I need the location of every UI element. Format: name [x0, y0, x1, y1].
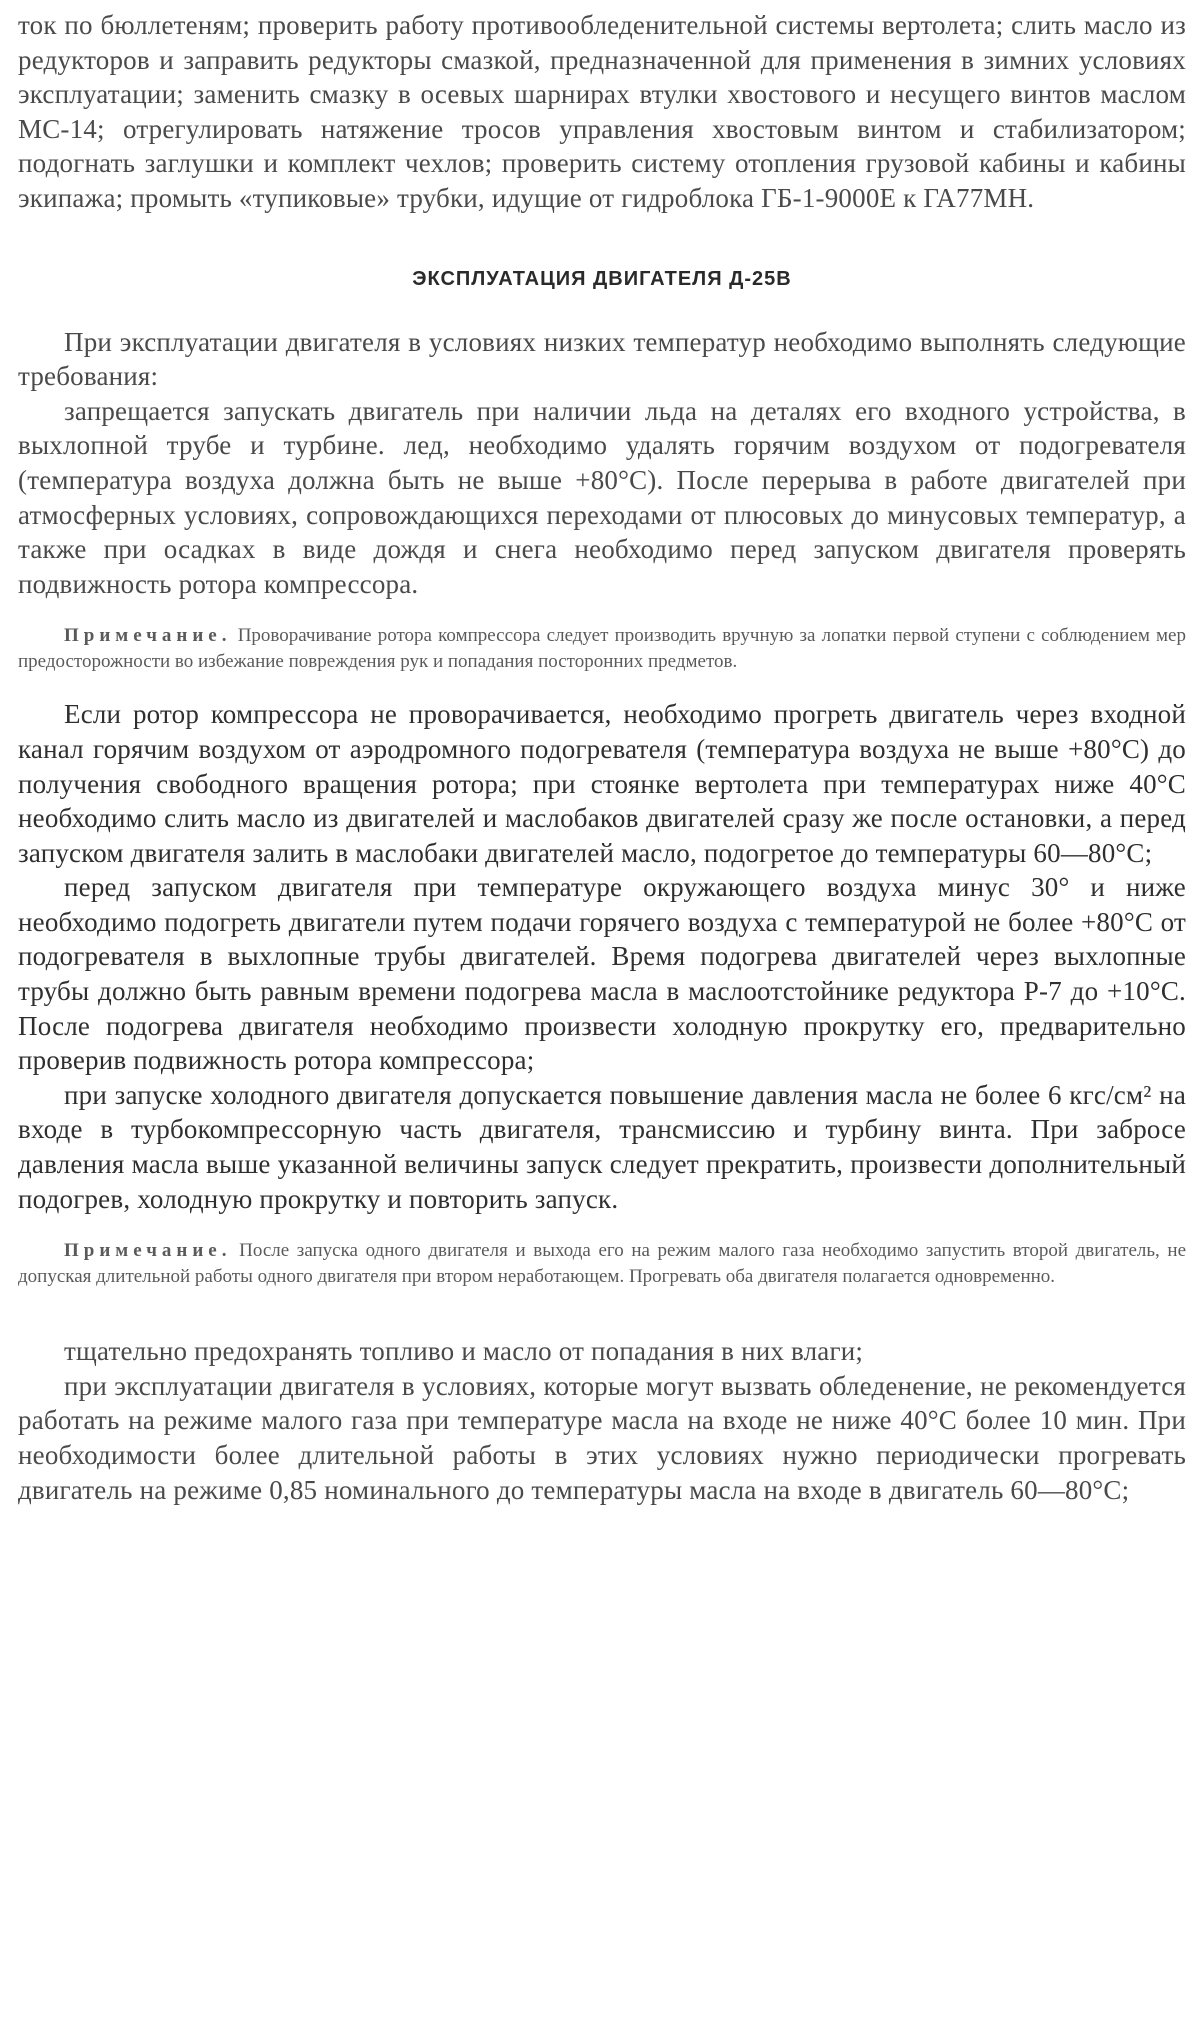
- spacer: [18, 675, 1186, 697]
- oil-pressure-paragraph: при запуске холодного двигателя допускается повышение давления масла не более 6 кгс/см² на входе в турбокомпрессорную часть двигателя, трансмиссию и турбину винта. При забросе давления масла выше указанной величины запуск следует прекратить, произвести дополнительный подогрев, холодную прокрутку и повторить запуск.: [18, 1079, 1186, 1214]
- ice-removal-paragraph: запрещается запускать двигатель при наличии льда на деталях его входного устройства, в выхлопной трубе и турбине. лед, необходимо удалять горячим воздухом от подогревателя (температура воздуха должна быть не выше +80°С). После перерыва в работе двигателей при атмосферных условиях, сопровождающихся переходами от плюсовых до минусовых температур, а также при осадках в виде дождя и снега необходимо перед запуском двигателя проверять подвижность ротора компрессора.: [18, 395, 1186, 599]
- requirements-intro-paragraph: При эксплуатации двигателя в условиях низких температур необходимо выполнять следующие требования:: [18, 326, 1186, 392]
- note-text: Проворачивание ротора компрессора следует производить вручную за лопатки первой ступени с соблюдением мер предосторожности во избежание повреждения рук и попадания посторонних предметов.: [18, 625, 1186, 673]
- preheating-paragraph: перед запуском двигателя при температуре окружающего воздуха минус 30° и ниже необходимо подогреть двигатели путем подачи горячего воздуха с температурой не более +80°С от подогревателя в выхлопные трубы двигателей. Время подогрева двигателей через выхлопные трубы должно быть равным времени подогрева масла в маслоотстойнике редуктора Р-7 до +10°С. После подогрева двигателя необходимо произвести холодную прокрутку его, предварительно проверив подвижность ротора компрессора;: [18, 872, 1186, 1076]
- section-heading: ЭКСПЛУАТАЦИЯ ДВИГАТЕЛЯ Д-25В: [412, 267, 792, 290]
- rotor-heating-paragraph: Если ротор компрессора не проворачивается, необходимо прогреть двигатель через входной канал горячим воздухом от аэродромного подогревателя (температура воздуха не выше +80°С) до получения свободного вращения ротора; при стоянке вертолета при температурах ниже 40°С необходимо слить масло из двигателей и маслобаков двигателей сразу же после остановки, а перед запуском двигателя залить в маслобаки двигателей масло, подогретое до температуры 60—80°С;: [18, 699, 1186, 868]
- note-text: После запуска одного двигателя и выхода его на режим малого газа необходимо запустить второй двигатель, не допуская длительной работы одного двигателя при втором неработающем. Прогревать оба двигателя полагается одновременно.: [18, 1240, 1187, 1288]
- spacer: [18, 1216, 1186, 1238]
- spacer: [18, 601, 1186, 623]
- icing-conditions-paragraph: при эксплуатации двигателя в условиях, которые могут вызвать обледенение, не рекомендуется работать на режиме малого газа при температуре масла на входе не ниже 40°С более 10 мин. При необходимости более длительной работы в этих условиях нужно периодически прогревать двигатель на режиме 0,85 номинального до температуры масла на входе в двигатель 60—80°С;: [18, 1370, 1186, 1505]
- document-page: [18, 8, 1186, 1507]
- intro-paragraph: ток по бюллетеням; проверить работу противообледенительной системы вертолета; слить масло из редукторов и заправить редукторы смазкой, предназначенной для применения в зимних условиях эксплуатации; заменить смазку в осевых шарнирах втулки хвостового и несущего винтов маслом МС-14; отрегулировать натяжение тросов управления хвостовым винтом и стабилизатором; подогнать заглушки и комплект чехлов; проверить систему отопления грузовой кабины и кабины экипажа; промыть «тупиковые» трубки, идущие от гидроблока ГБ-1-9000Е к ГА77МН.: [18, 10, 1186, 213]
- note-label: Примечание.: [64, 1240, 232, 1262]
- note-label: Примечание.: [64, 625, 232, 647]
- moisture-protection-paragraph: тщательно предохранять топливо и масло от попадания в них влаги;: [64, 1336, 864, 1367]
- note-engine-start: [18, 1238, 1186, 1290]
- spacer: [18, 1290, 1186, 1334]
- note-compressor: [18, 623, 1186, 675]
